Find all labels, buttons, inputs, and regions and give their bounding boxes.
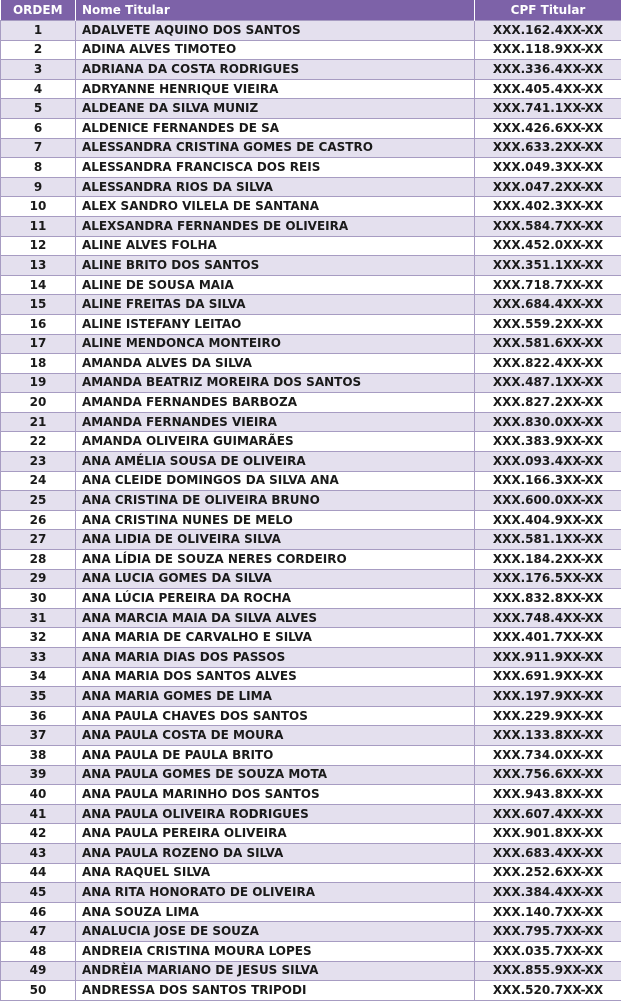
row-ordem-cell: 10	[1, 197, 76, 217]
table-row	[1, 21, 621, 41]
row-cpf-cell: XXX.176.5XX-XX	[475, 569, 621, 589]
row-ordem-cell: 43	[1, 843, 76, 863]
table-row	[1, 471, 621, 491]
row-nome-cell: ALDENICE FERNANDES DE SA	[76, 118, 475, 138]
row-nome-cell: ADALVETE AQUINO DOS SANTOS	[76, 21, 475, 41]
table-row	[1, 569, 621, 589]
table-row	[1, 118, 621, 138]
row-cpf-cell: XXX.035.7XX-XX	[475, 941, 621, 961]
row-ordem-cell: 33	[1, 648, 76, 668]
row-nome-cell: ALINE DE SOUSA MAIA	[76, 275, 475, 295]
row-cpf-cell: XXX.943.8XX-XX	[475, 785, 621, 805]
table-row	[1, 667, 621, 687]
row-ordem-cell: 1	[1, 21, 76, 41]
table-row	[1, 824, 621, 844]
row-cpf-cell: XXX.795.7XX-XX	[475, 922, 621, 942]
table-body	[1, 21, 621, 1001]
row-cpf-cell: XXX.581.6XX-XX	[475, 334, 621, 354]
row-cpf-cell: XXX.734.0XX-XX	[475, 745, 621, 765]
header-ordem: ORDEM	[1, 0, 76, 21]
table-row	[1, 99, 621, 119]
table-row	[1, 550, 621, 570]
row-cpf-cell: XXX.718.7XX-XX	[475, 275, 621, 295]
row-nome-cell: ANA SOUZA LIMA	[76, 902, 475, 922]
table-row	[1, 236, 621, 256]
row-cpf-cell: XXX.197.9XX-XX	[475, 687, 621, 707]
table-row	[1, 589, 621, 609]
row-cpf-cell: XXX.683.4XX-XX	[475, 843, 621, 863]
row-cpf-cell: XXX.384.4XX-XX	[475, 883, 621, 903]
row-nome-cell: AMANDA FERNANDES VIEIRA	[76, 412, 475, 432]
row-nome-cell: AMANDA FERNANDES BARBOZA	[76, 393, 475, 413]
row-nome-cell: ANA PAULA OLIVEIRA RODRIGUES	[76, 804, 475, 824]
row-cpf-cell: XXX.559.2XX-XX	[475, 314, 621, 334]
row-cpf-cell: XXX.581.1XX-XX	[475, 530, 621, 550]
table-row	[1, 981, 621, 1001]
row-nome-cell: ANA RAQUEL SILVA	[76, 863, 475, 883]
row-cpf-cell: XXX.855.9XX-XX	[475, 961, 621, 981]
row-nome-cell: ANA CRISTINA DE OLIVEIRA BRUNO	[76, 491, 475, 511]
row-ordem-cell: 16	[1, 314, 76, 334]
table-row	[1, 745, 621, 765]
row-cpf-cell: XXX.832.8XX-XX	[475, 589, 621, 609]
table-row	[1, 354, 621, 374]
row-ordem-cell: 18	[1, 354, 76, 374]
row-ordem-cell: 9	[1, 177, 76, 197]
table-row	[1, 765, 621, 785]
table-row	[1, 432, 621, 452]
row-cpf-cell: XXX.401.7XX-XX	[475, 628, 621, 648]
row-ordem-cell: 22	[1, 432, 76, 452]
row-cpf-cell: XXX.911.9XX-XX	[475, 648, 621, 668]
row-cpf-cell: XXX.600.0XX-XX	[475, 491, 621, 511]
table-row	[1, 922, 621, 942]
table-row	[1, 216, 621, 236]
row-ordem-cell: 31	[1, 608, 76, 628]
table-row	[1, 608, 621, 628]
row-ordem-cell: 50	[1, 981, 76, 1001]
table-row	[1, 628, 621, 648]
table-row	[1, 334, 621, 354]
row-nome-cell: AMANDA ALVES DA SILVA	[76, 354, 475, 374]
row-cpf-cell: XXX.487.1XX-XX	[475, 373, 621, 393]
table-row	[1, 804, 621, 824]
row-nome-cell: ANDREIA CRISTINA MOURA LOPES	[76, 941, 475, 961]
row-nome-cell: ALESSANDRA CRISTINA GOMES DE CASTRO	[76, 138, 475, 158]
row-nome-cell: ANA PAULA COSTA DE MOURA	[76, 726, 475, 746]
row-nome-cell: ALINE ALVES FOLHA	[76, 236, 475, 256]
row-ordem-cell: 45	[1, 883, 76, 903]
row-ordem-cell: 40	[1, 785, 76, 805]
row-nome-cell: ALESSANDRA FRANCISCA DOS REIS	[76, 158, 475, 178]
row-nome-cell: ANA LUCIA GOMES DA SILVA	[76, 569, 475, 589]
row-cpf-cell: XXX.252.6XX-XX	[475, 863, 621, 883]
row-nome-cell: ANA PAULA DE PAULA BRITO	[76, 745, 475, 765]
row-cpf-cell: XXX.827.2XX-XX	[475, 393, 621, 413]
row-ordem-cell: 27	[1, 530, 76, 550]
row-nome-cell: ALINE MENDONCA MONTEIRO	[76, 334, 475, 354]
table-row	[1, 687, 621, 707]
row-ordem-cell: 29	[1, 569, 76, 589]
row-ordem-cell: 28	[1, 550, 76, 570]
row-cpf-cell: XXX.607.4XX-XX	[475, 804, 621, 824]
row-cpf-cell: XXX.049.3XX-XX	[475, 158, 621, 178]
row-ordem-cell: 46	[1, 902, 76, 922]
row-nome-cell: ANA PAULA MARINHO DOS SANTOS	[76, 785, 475, 805]
row-nome-cell: ANDRÈIA MARIANO DE JESUS SILVA	[76, 961, 475, 981]
row-nome-cell: ANA LÍDIA DE SOUZA NERES CORDEIRO	[76, 550, 475, 570]
row-ordem-cell: 6	[1, 118, 76, 138]
table-row	[1, 785, 621, 805]
row-cpf-cell: XXX.426.6XX-XX	[475, 118, 621, 138]
row-cpf-cell: XXX.756.6XX-XX	[475, 765, 621, 785]
header-row	[1, 0, 621, 21]
table-row	[1, 452, 621, 472]
row-ordem-cell: 25	[1, 491, 76, 511]
row-cpf-cell: XXX.047.2XX-XX	[475, 177, 621, 197]
row-nome-cell: ADINA ALVES TIMOTEO	[76, 40, 475, 60]
row-cpf-cell: XXX.383.9XX-XX	[475, 432, 621, 452]
row-nome-cell: ANA PAULA GOMES DE SOUZA MOTA	[76, 765, 475, 785]
row-ordem-cell: 30	[1, 589, 76, 609]
row-cpf-cell: XXX.691.9XX-XX	[475, 667, 621, 687]
table-row	[1, 373, 621, 393]
row-nome-cell: ANA MARIA GOMES DE LIMA	[76, 687, 475, 707]
row-nome-cell: ANALUCIA JOSE DE SOUZA	[76, 922, 475, 942]
table-row	[1, 197, 621, 217]
row-ordem-cell: 4	[1, 79, 76, 99]
row-ordem-cell: 47	[1, 922, 76, 942]
table-row	[1, 314, 621, 334]
row-ordem-cell: 32	[1, 628, 76, 648]
row-cpf-cell: XXX.741.1XX-XX	[475, 99, 621, 119]
row-nome-cell: ADRYANNE HENRIQUE VIEIRA	[76, 79, 475, 99]
table-row	[1, 491, 621, 511]
table-row	[1, 961, 621, 981]
row-nome-cell: ANA LIDIA DE OLIVEIRA SILVA	[76, 530, 475, 550]
row-nome-cell: ANA CLEIDE DOMINGOS DA SILVA ANA	[76, 471, 475, 491]
row-nome-cell: ALINE BRITO DOS SANTOS	[76, 256, 475, 276]
row-nome-cell: ANA MARIA DE CARVALHO E SILVA	[76, 628, 475, 648]
row-cpf-cell: XXX.336.4XX-XX	[475, 60, 621, 80]
row-ordem-cell: 2	[1, 40, 76, 60]
row-cpf-cell: XXX.133.8XX-XX	[475, 726, 621, 746]
table-row	[1, 510, 621, 530]
row-nome-cell: ANA CRISTINA NUNES DE MELO	[76, 510, 475, 530]
row-cpf-cell: XXX.184.2XX-XX	[475, 550, 621, 570]
table-row	[1, 530, 621, 550]
table-row	[1, 393, 621, 413]
table-row	[1, 648, 621, 668]
row-cpf-cell: XXX.452.0XX-XX	[475, 236, 621, 256]
row-cpf-cell: XXX.684.4XX-XX	[475, 295, 621, 315]
row-cpf-cell: XXX.520.7XX-XX	[475, 981, 621, 1001]
header-nome-titular: Nome Titular	[76, 0, 475, 21]
row-ordem-cell: 34	[1, 667, 76, 687]
row-ordem-cell: 44	[1, 863, 76, 883]
row-ordem-cell: 36	[1, 706, 76, 726]
table-row	[1, 902, 621, 922]
table-row	[1, 295, 621, 315]
table-row	[1, 275, 621, 295]
row-cpf-cell: XXX.093.4XX-XX	[475, 452, 621, 472]
row-cpf-cell: XXX.584.7XX-XX	[475, 216, 621, 236]
row-nome-cell: ALESSANDRA RIOS DA SILVA	[76, 177, 475, 197]
row-ordem-cell: 37	[1, 726, 76, 746]
row-ordem-cell: 19	[1, 373, 76, 393]
table-row	[1, 79, 621, 99]
row-ordem-cell: 41	[1, 804, 76, 824]
row-ordem-cell: 42	[1, 824, 76, 844]
table-row	[1, 412, 621, 432]
table-row	[1, 843, 621, 863]
row-ordem-cell: 38	[1, 745, 76, 765]
row-ordem-cell: 5	[1, 99, 76, 119]
table-row	[1, 726, 621, 746]
row-ordem-cell: 3	[1, 60, 76, 80]
row-cpf-cell: XXX.402.3XX-XX	[475, 197, 621, 217]
table-row	[1, 158, 621, 178]
row-ordem-cell: 21	[1, 412, 76, 432]
row-nome-cell: ANA MARIA DOS SANTOS ALVES	[76, 667, 475, 687]
row-nome-cell: ADRIANA DA COSTA RODRIGUES	[76, 60, 475, 80]
row-cpf-cell: XXX.162.4XX-XX	[475, 21, 621, 41]
row-ordem-cell: 39	[1, 765, 76, 785]
row-cpf-cell: XXX.229.9XX-XX	[475, 706, 621, 726]
table-row	[1, 60, 621, 80]
row-ordem-cell: 14	[1, 275, 76, 295]
row-ordem-cell: 48	[1, 941, 76, 961]
row-ordem-cell: 26	[1, 510, 76, 530]
row-cpf-cell: XXX.748.4XX-XX	[475, 608, 621, 628]
header-cpf-titular: CPF Titular	[475, 0, 621, 21]
row-ordem-cell: 8	[1, 158, 76, 178]
row-nome-cell: ALINE FREITAS DA SILVA	[76, 295, 475, 315]
row-ordem-cell: 20	[1, 393, 76, 413]
row-ordem-cell: 11	[1, 216, 76, 236]
table-row	[1, 40, 621, 60]
row-ordem-cell: 49	[1, 961, 76, 981]
row-cpf-cell: XXX.140.7XX-XX	[475, 902, 621, 922]
row-ordem-cell: 24	[1, 471, 76, 491]
row-nome-cell: ANA PAULA ROZENO DA SILVA	[76, 843, 475, 863]
row-ordem-cell: 7	[1, 138, 76, 158]
row-ordem-cell: 23	[1, 452, 76, 472]
table-row	[1, 706, 621, 726]
row-cpf-cell: XXX.830.0XX-XX	[475, 412, 621, 432]
row-nome-cell: ANA RITA HONORATO DE OLIVEIRA	[76, 883, 475, 903]
row-nome-cell: AMANDA OLIVEIRA GUIMARÃES	[76, 432, 475, 452]
table-row	[1, 941, 621, 961]
row-nome-cell: ALEXSANDRA FERNANDES DE OLIVEIRA	[76, 216, 475, 236]
row-cpf-cell: XXX.901.8XX-XX	[475, 824, 621, 844]
row-ordem-cell: 15	[1, 295, 76, 315]
row-nome-cell: ANA PAULA PEREIRA OLIVEIRA	[76, 824, 475, 844]
row-nome-cell: ALEX SANDRO VILELA DE SANTANA	[76, 197, 475, 217]
row-cpf-cell: XXX.118.9XX-XX	[475, 40, 621, 60]
row-cpf-cell: XXX.404.9XX-XX	[475, 510, 621, 530]
row-nome-cell: ANA LÚCIA PEREIRA DA ROCHA	[76, 589, 475, 609]
row-nome-cell: ANA MARCIA MAIA DA SILVA ALVES	[76, 608, 475, 628]
row-nome-cell: ALDEANE DA SILVA MUNIZ	[76, 99, 475, 119]
row-nome-cell: ANA MARIA DIAS DOS PASSOS	[76, 648, 475, 668]
row-nome-cell: ALINE ISTEFANY LEITAO	[76, 314, 475, 334]
row-cpf-cell: XXX.822.4XX-XX	[475, 354, 621, 374]
table-row	[1, 863, 621, 883]
table-row	[1, 883, 621, 903]
row-cpf-cell: XXX.633.2XX-XX	[475, 138, 621, 158]
row-ordem-cell: 13	[1, 256, 76, 276]
row-nome-cell: ANA AMÉLIA SOUSA DE OLIVEIRA	[76, 452, 475, 472]
row-nome-cell: ANA PAULA CHAVES DOS SANTOS	[76, 706, 475, 726]
row-cpf-cell: XXX.405.4XX-XX	[475, 79, 621, 99]
row-nome-cell: AMANDA BEATRIZ MOREIRA DOS SANTOS	[76, 373, 475, 393]
table-row	[1, 256, 621, 276]
row-ordem-cell: 35	[1, 687, 76, 707]
row-ordem-cell: 17	[1, 334, 76, 354]
table-row	[1, 177, 621, 197]
row-nome-cell: ANDRESSA DOS SANTOS TRIPODI	[76, 981, 475, 1001]
row-cpf-cell: XXX.166.3XX-XX	[475, 471, 621, 491]
row-ordem-cell: 12	[1, 236, 76, 256]
table-row	[1, 138, 621, 158]
row-cpf-cell: XXX.351.1XX-XX	[475, 256, 621, 276]
